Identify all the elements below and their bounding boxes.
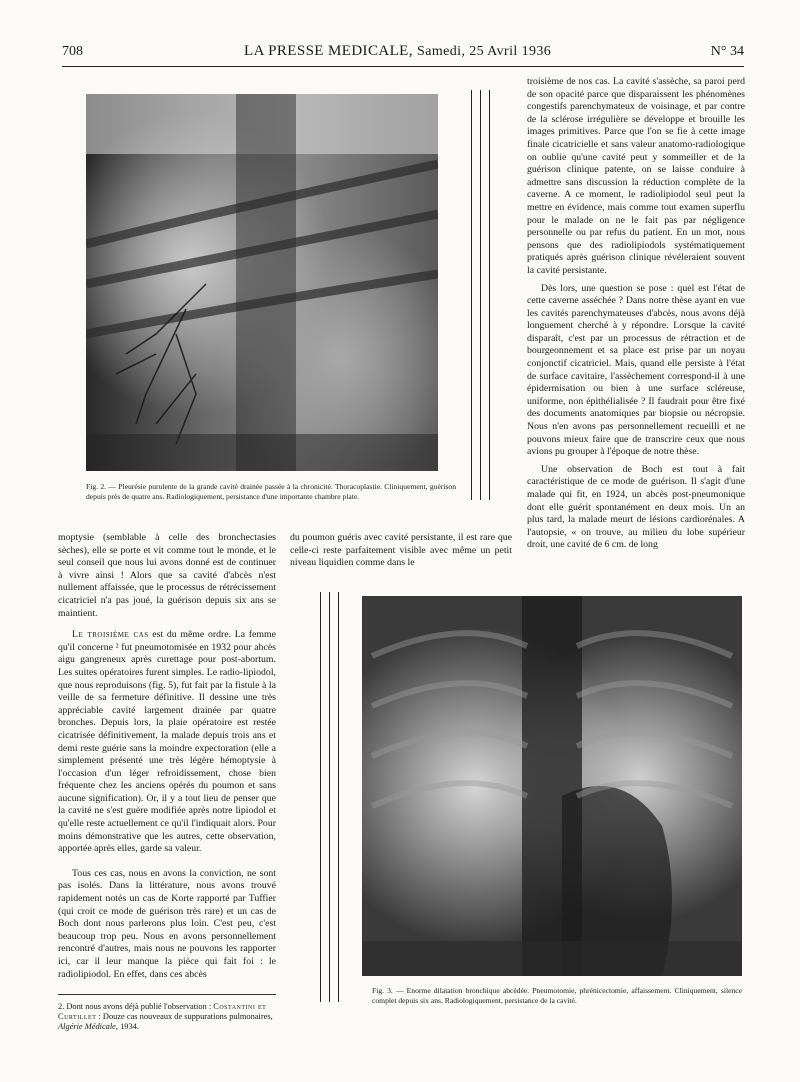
column-rule <box>489 90 490 500</box>
paragraph: moptysie (semblable à celle des bronchectasies sèches), elle se porte et vit comme tout le monde, et le seul conseil que nous lui avons donné est de continuer à vivre ainsi ! Alors que sa cavité d'abcès n'est nullement affaissée, que le processus de rétrécissement cicatriciel n'a pas joué, la guérison depuis six ans se maintient. <box>58 532 276 619</box>
paragraph: Une observation de Boch est tout à fait caractéristique de ce mode de guérison. Il s'agit d'une malade qui fit, en 1924, un abcès post-pneumonique dont elle guérit spontanément en deux mois. Un an plus tard, la malade meurt de lésions cardiorénales. A l'autopsie, « on trouve, au milieu du lobe supérieur droit, une cavité de 6 cm. de long <box>527 463 745 551</box>
paragraph <box>58 629 276 856</box>
case-text: est du même ordre. La femme qu'il concerne ² fut pneumotomisée en 1932 pour abcès aigu gangreneux après curettage pour post-abortum. Les suites opératoires furent simples. Le radio-lipiodol, que nous reproduisons (fig. 5), fut fait par la fistule à la veille de sa fermeture définitive. Il dessine une très appréciable cavité largement drainée par quatre bronches. Depuis lors, la plaie opératoire est restée cicatrisée définitivement, la malade depuis trois ans et demi reste guérie sans la moindre expectoration (elle a simplement présenté une très légère hémoptysie à l'occasion d'un léger refroidissement, chose bien fréquente chez les anciens opérés du poumon et sans aucune signification). Or, il y a tout lieu de penser que la cavité ne s'est guère modifiée après notre lipiodol et qu'elle reste actuellement ce qu'il l'indiquait alors. Pour moins démonstrative que les autres, cette observation, apportée après elles, garde sa valeur. <box>58 629 276 855</box>
figure-3-radiograph <box>362 596 742 976</box>
paragraph: du poumon guéris avec cavité persistante, il est rare que celle-ci reste parfaitement visible avec même un petit niveau liquidien comme dans le <box>290 532 512 569</box>
figure-3-caption <box>372 986 742 1005</box>
page-number: 708 <box>62 44 83 59</box>
figure-2-caption-text: — Pleurésie purulente de la grande cavité drainée passée à la chronicité. Thoracoplastie. Cliniquement, guérison depuis près de quatre ans. Radiologiquement, persistance d'une importante chambre plate. <box>86 482 457 501</box>
column-rule <box>471 90 472 500</box>
paragraph: Dès lors, une question se pose : quel est l'état de cette caverne asséchée ? Dans notre thèse ayant en vue les cavités parenchymateuses d'abcès, nous avons déjà longuement cherché à y répondre. Lorsque la cavité disparaît, c'est par un processus de rétraction et de bourgeonnement et sa place est prise par un noyau conjonctif cicatriciel. Mais, quand elle persiste à l'état de surface cavitaire, l'assèchement correspond-il à une épidermisation ou bien à une surface scléreuse, uniforme, non épithélialisée ? Il faudrait pour être fixé des documents anatomiques par biopsie ou nécropsie. Nous n'en avons pas personnellement recueilli et ne pouvons mieux faire que de transcrire ceux que nous avions pu grouper à l'époque de notre thèse. <box>527 282 745 458</box>
footnote-authors: Costantini et Curtillet <box>58 1002 267 1022</box>
footnote-year: , 1934. <box>115 1022 139 1032</box>
column-rule <box>329 592 330 1002</box>
case-lead: Le troisième cas <box>72 629 149 641</box>
footnote-number: 2. <box>58 1002 65 1011</box>
footnote-journal: Algérie Médicale <box>58 1022 116 1032</box>
issue-date: Samedi, 25 Avril 1936 <box>417 44 552 59</box>
middle-column-text <box>290 532 512 570</box>
page-header <box>62 40 744 67</box>
paragraph: Tous ces cas, nous en avons la conviction, ne sont pas isolés. Dans la littérature, nous avons trouvé rapidement notés un cas de Korte rapporté par Tuffier (qui croit ce mode de guérison très rare) et un cas de Boch dont nous parlerons plus loin. C'est peu, c'est beaucoup trop peu. Nous en avons personnellement rencontré d'autres, mais nous ne pouvons les rapporter ici, car il leur manque la pièce qui fait foi : le radiolipiodol. En effet, dans ces abcès <box>58 867 276 980</box>
footnote-rule <box>58 994 276 995</box>
journal-name: LA PRESSE MEDICALE, <box>244 43 413 59</box>
journal-title <box>244 43 551 60</box>
footnote-text: Dont nous avons déjà publié l'observation : <box>64 1002 214 1011</box>
column-rule <box>320 592 321 1002</box>
paragraph: troisième de nos cas. La cavité s'assèche, sa paroi perd de son opacité parce que disparaissent les phénomènes congestifs parenchymateux de voisinage, et par contre de la sclérose irrégulière se développe et brouille les images primitives. Parce que l'on se fie à cette image finale cicatricielle et sans valeur anatomo-radiologique on oublie qu'une cavité peut y sommeiller et de la guérison clinique patente, on se laisse conduire à admettre sans discussion la réduction complète de la caverne. A ce moment, le radiolipiodol seul peut la mettre en évidence, mais comme tout examen superflu pour le malade on ne le fait pas par négligence personnelle ou par refus du patient. En un mot, nous pensons que des radiolipiodols systématiquement pratiqués après guérison clinique révéleraient souvent la cavité persistante. <box>527 76 745 276</box>
right-column-text <box>527 76 745 552</box>
left-column-text <box>58 532 276 981</box>
issue-number: N° 34 <box>710 44 744 59</box>
footnote-text: : Douze cas nouveaux de suppurations pulmonaires, <box>96 1012 273 1022</box>
footnote <box>58 1002 276 1033</box>
column-rule <box>338 592 339 1002</box>
figure-2-caption <box>86 482 456 501</box>
figure-3-label: Fig. 3. <box>372 986 393 995</box>
column-rule <box>480 90 481 500</box>
figure-2-label: Fig. 2. <box>86 482 107 491</box>
figure-2-radiograph <box>86 94 438 471</box>
figure-3-caption-text: — Enorme dilatation bronchique abcédée. Pneumotomie, phrénicectomie, affaissement. Cliniquement, silence complet depuis six ans. Radiologiquement, persistance de la cavité. <box>372 986 742 1005</box>
